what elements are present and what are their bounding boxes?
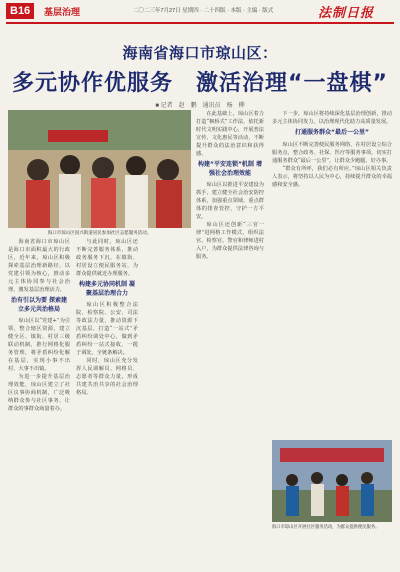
paragraph: 琼山区还创新“三官一律”进网格工作模式，组织法官、检察官、警官和律师进村入户，为群众提供法律咨询与服务。 bbox=[196, 222, 264, 260]
paragraph: 琼山区以“党建+”为引领，整合辖区资源，建立健全区、镇街、村居三级联动机制，推行网格化服务管理，将矛盾纠纷化解在基层，实现小事不出村、大事不出镇。 bbox=[8, 318, 70, 372]
dateline: 二〇二三年7月27日 星期四 · 二十四版 · 本版 · 主编 · 版式 bbox=[133, 8, 274, 14]
article-column-3 bbox=[196, 110, 264, 568]
masthead-rule bbox=[6, 22, 394, 24]
section-title: 基层治理 bbox=[44, 7, 81, 17]
headline-line2: 多元协作优服务 激活治理“一盘棋” bbox=[12, 71, 388, 96]
subheading: 打通服务群众“最后一公里” bbox=[295, 129, 369, 136]
paragraph: 海南省海口市琼山区是海口市面积最大的行政区，近年来，琼山区积极探索基层治理新路径，以党建引领为核心，推动多元主体协同参与社会治理，激发基层治理活力。 bbox=[8, 239, 70, 293]
photo-caption-main: 海口市琼山区国兴街道居民参加社区志愿服务活动。 bbox=[47, 230, 152, 235]
byline: ■ 记者 赵 鹏 通讯员 杨 柳 bbox=[155, 103, 245, 109]
paragraph: 同时，琼山区充分发挥人民调解员、网格员、志愿者等群众力量，形成共建共治共享的社会治理格局。 bbox=[76, 358, 138, 396]
masthead bbox=[0, 0, 400, 22]
newspaper-logo: 法制日报 bbox=[318, 6, 375, 21]
paragraph: 在此基础上，琼山区着力打造“枫桥式”工作法，依托新时代文明实践中心，开展普法宣传、文化惠民等活动，不断提升群众的法治意识和获得感。 bbox=[196, 111, 264, 157]
headline-line1: 海南省海口市琼山区： bbox=[122, 44, 278, 62]
paragraph: 琼山区积极整合法院、检察院、公安、司法等政法力量，推动资源下沉基层，打造“一站式”矛盾纠纷调处中心，做到矛盾纠纷一站式接收、一揽子调处、全链条解决。 bbox=[76, 302, 138, 356]
subheading: 构建多元协同机制 凝聚基层治理合力 bbox=[78, 281, 136, 297]
article-column-4 bbox=[272, 110, 392, 436]
article-column-1 bbox=[8, 238, 70, 568]
paragraph: 下一步，琼山区将持续深化基层治理创新，推动多元主体协同发力，以治理现代化助力高质量发展。 bbox=[272, 111, 392, 125]
paragraph: 琼山区以推进平安建设为抓手，建立健全社会治安防控体系，加强重点领域、重点群体的排查管控，守护一方平安。 bbox=[196, 182, 264, 220]
paragraph: “群众有所呼，我们必有所应。”琼山区相关负责人表示，将坚持以人民为中心，持续提升群众的幸福感和安全感。 bbox=[272, 165, 392, 188]
article-photo-secondary bbox=[272, 440, 392, 522]
page-number: B16 bbox=[6, 3, 34, 19]
paragraph: 为进一步提升基层治理效能，琼山区建立了社区议事协商机制，广泛吸纳群众参与社区事务，让群众的事群众商量着办。 bbox=[8, 374, 70, 412]
subheading: 治有引以为要 探索建立多元共治格局 bbox=[10, 297, 68, 313]
subheading: 构建“平安连锁”机制 增强社会治理效能 bbox=[198, 161, 262, 177]
photo-caption-secondary: 海口市琼山区开展社区服务活动，为群众提供便民服务。 bbox=[272, 524, 380, 529]
article-column-2 bbox=[76, 238, 138, 568]
paragraph: 琼山区不断完善便民服务网络，在村居设立综合服务点，整合政务、社保、医疗等服务事项，切实打通服务群众“最后一公里”，让群众少跑腿、好办事。 bbox=[272, 141, 392, 164]
paragraph: 与此同时，琼山区还不断完善服务体系，推动政务服务下沉，在镇街、村居设立便民服务站，为群众提供就近办理服务。 bbox=[76, 239, 138, 277]
article-photo-main bbox=[8, 110, 191, 228]
